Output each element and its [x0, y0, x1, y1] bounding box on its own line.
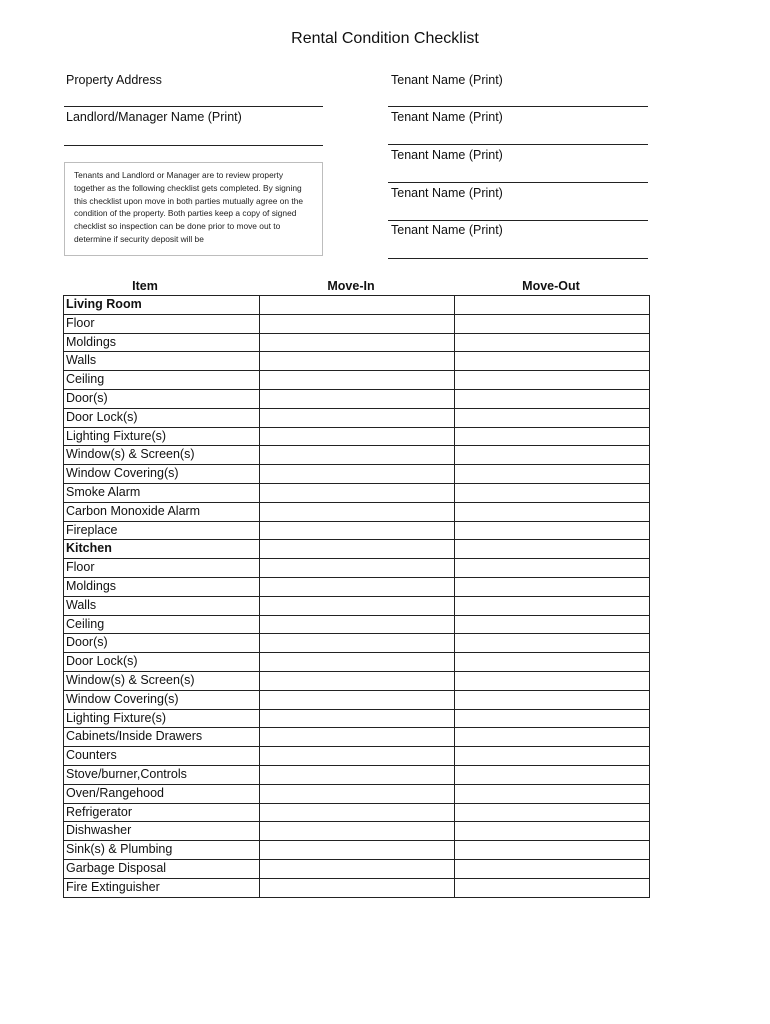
move-out-cell[interactable]	[455, 465, 650, 484]
item-label: Counters	[64, 747, 260, 766]
item-label: Moldings	[64, 577, 260, 596]
table-row	[64, 841, 650, 860]
move-in-cell[interactable]	[260, 446, 455, 465]
item-label: Lighting Fixture(s)	[64, 709, 260, 728]
item-label: Window(s) & Screen(s)	[64, 446, 260, 465]
move-out-cell[interactable]	[455, 389, 650, 408]
table-row	[64, 671, 650, 690]
table-row	[64, 690, 650, 709]
item-label: Window Covering(s)	[64, 690, 260, 709]
table-row	[64, 653, 650, 672]
move-out-cell[interactable]	[455, 446, 650, 465]
move-in-cell[interactable]	[260, 841, 455, 860]
tenant-name-line-2[interactable]	[388, 144, 648, 145]
tenant-name-label-4: Tenant Name (Print)	[391, 186, 503, 200]
move-out-cell[interactable]	[455, 296, 650, 315]
item-label: Fireplace	[64, 521, 260, 540]
move-out-cell[interactable]	[455, 634, 650, 653]
table-row	[64, 389, 650, 408]
move-in-cell[interactable]	[260, 615, 455, 634]
table-row	[64, 408, 650, 427]
item-label: Stove/burner,Controls	[64, 765, 260, 784]
item-label: Window(s) & Screen(s)	[64, 671, 260, 690]
section-heading: Kitchen	[64, 540, 260, 559]
table-row	[64, 502, 650, 521]
move-in-cell[interactable]	[260, 822, 455, 841]
move-in-cell[interactable]	[260, 314, 455, 333]
move-in-cell[interactable]	[260, 878, 455, 897]
move-in-cell[interactable]	[260, 634, 455, 653]
move-in-cell[interactable]	[260, 559, 455, 578]
table-row	[64, 483, 650, 502]
item-label: Door(s)	[64, 389, 260, 408]
table-row	[64, 577, 650, 596]
table-row	[64, 747, 650, 766]
move-out-cell[interactable]	[455, 859, 650, 878]
item-label: Door Lock(s)	[64, 653, 260, 672]
move-out-cell[interactable]	[455, 333, 650, 352]
table-row	[64, 784, 650, 803]
table-row	[64, 803, 650, 822]
item-label: Carbon Monoxide Alarm	[64, 502, 260, 521]
tenant-name-label-1: Tenant Name (Print)	[391, 73, 503, 87]
move-out-cell[interactable]	[455, 747, 650, 766]
table-row	[64, 615, 650, 634]
move-out-cell[interactable]	[455, 408, 650, 427]
table-row	[64, 521, 650, 540]
item-label: Cabinets/Inside Drawers	[64, 728, 260, 747]
move-out-cell[interactable]	[455, 540, 650, 559]
item-label: Fire Extinguisher	[64, 878, 260, 897]
item-label: Walls	[64, 352, 260, 371]
property-address-line[interactable]	[64, 106, 323, 107]
move-out-cell[interactable]	[455, 878, 650, 897]
item-label: Garbage Disposal	[64, 859, 260, 878]
table-row	[64, 371, 650, 390]
table-row	[64, 446, 650, 465]
move-in-cell[interactable]	[260, 483, 455, 502]
move-out-cell[interactable]	[455, 803, 650, 822]
tenant-name-label-3: Tenant Name (Print)	[391, 148, 503, 162]
move-in-cell[interactable]	[260, 690, 455, 709]
item-label: Door(s)	[64, 634, 260, 653]
table-row	[64, 352, 650, 371]
tenant-name-line-5[interactable]	[388, 258, 648, 259]
move-in-cell[interactable]	[260, 577, 455, 596]
move-out-cell[interactable]	[455, 765, 650, 784]
move-in-cell[interactable]	[260, 296, 455, 315]
move-out-cell[interactable]	[455, 596, 650, 615]
move-out-cell[interactable]	[455, 314, 650, 333]
move-out-cell[interactable]	[455, 502, 650, 521]
instructions-box: Tenants and Landlord or Manager are to review property together as the following checklist gets completed. By signing this checklist upon move in both parties mutually agree on the condition of the property. Both parties keep a copy of signed checklist so inspection can be done prior to move out to determine if security deposit will be	[64, 162, 323, 256]
tenant-name-line-4[interactable]	[388, 220, 648, 221]
tenant-name-label-5: Tenant Name (Print)	[391, 223, 503, 237]
item-label: Floor	[64, 559, 260, 578]
move-out-cell[interactable]	[455, 483, 650, 502]
item-label: Refrigerator	[64, 803, 260, 822]
move-in-cell[interactable]	[260, 333, 455, 352]
move-in-cell[interactable]	[260, 653, 455, 672]
item-label: Walls	[64, 596, 260, 615]
table-row	[64, 333, 650, 352]
move-out-cell[interactable]	[455, 671, 650, 690]
move-in-cell[interactable]	[260, 671, 455, 690]
move-out-cell[interactable]	[455, 728, 650, 747]
move-out-cell[interactable]	[455, 784, 650, 803]
item-label: Floor	[64, 314, 260, 333]
item-label: Ceiling	[64, 615, 260, 634]
move-out-cell[interactable]	[455, 690, 650, 709]
table-row	[64, 465, 650, 484]
move-in-cell[interactable]	[260, 784, 455, 803]
item-label: Sink(s) & Plumbing	[64, 841, 260, 860]
move-in-cell[interactable]	[260, 521, 455, 540]
table-row	[64, 634, 650, 653]
section-row	[64, 540, 650, 559]
landlord-name-label: Landlord/Manager Name (Print)	[66, 110, 242, 124]
move-out-cell[interactable]	[455, 653, 650, 672]
column-header-move-out: Move-Out	[522, 279, 580, 293]
move-out-cell[interactable]	[455, 559, 650, 578]
item-label: Oven/Rangehood	[64, 784, 260, 803]
move-in-cell[interactable]	[260, 596, 455, 615]
move-out-cell[interactable]	[455, 521, 650, 540]
table-row	[64, 859, 650, 878]
table-row	[64, 822, 650, 841]
item-label: Smoke Alarm	[64, 483, 260, 502]
column-header-move-in: Move-In	[327, 279, 375, 293]
landlord-name-line[interactable]	[64, 145, 323, 146]
move-out-cell[interactable]	[455, 352, 650, 371]
table-row	[64, 427, 650, 446]
move-in-cell[interactable]	[260, 502, 455, 521]
table-row	[64, 878, 650, 897]
item-label: Ceiling	[64, 371, 260, 390]
move-out-cell[interactable]	[455, 371, 650, 390]
move-in-cell[interactable]	[260, 709, 455, 728]
move-in-cell[interactable]	[260, 747, 455, 766]
item-label: Door Lock(s)	[64, 408, 260, 427]
move-in-cell[interactable]	[260, 540, 455, 559]
item-label: Window Covering(s)	[64, 465, 260, 484]
page-title: Rental Condition Checklist	[291, 30, 479, 47]
table-row	[64, 728, 650, 747]
column-header-item: Item	[132, 279, 158, 293]
table-row	[64, 709, 650, 728]
move-in-cell[interactable]	[260, 765, 455, 784]
table-row	[64, 314, 650, 333]
section-row	[64, 296, 650, 315]
table-row	[64, 765, 650, 784]
move-in-cell[interactable]	[260, 859, 455, 878]
tenant-name-label-2: Tenant Name (Print)	[391, 110, 503, 124]
tenant-name-line-1[interactable]	[388, 106, 648, 107]
table-row	[64, 559, 650, 578]
move-out-cell[interactable]	[455, 709, 650, 728]
move-in-cell[interactable]	[260, 352, 455, 371]
move-out-cell[interactable]	[455, 577, 650, 596]
move-in-cell[interactable]	[260, 408, 455, 427]
property-address-label: Property Address	[66, 73, 162, 87]
section-heading: Living Room	[64, 296, 260, 315]
item-label: Lighting Fixture(s)	[64, 427, 260, 446]
item-label: Moldings	[64, 333, 260, 352]
checklist-table	[63, 295, 650, 898]
move-out-cell[interactable]	[455, 615, 650, 634]
move-in-cell[interactable]	[260, 371, 455, 390]
item-label: Dishwasher	[64, 822, 260, 841]
move-out-cell[interactable]	[455, 841, 650, 860]
move-in-cell[interactable]	[260, 728, 455, 747]
move-in-cell[interactable]	[260, 427, 455, 446]
move-in-cell[interactable]	[260, 389, 455, 408]
move-out-cell[interactable]	[455, 427, 650, 446]
move-out-cell[interactable]	[455, 822, 650, 841]
move-in-cell[interactable]	[260, 803, 455, 822]
table-row	[64, 596, 650, 615]
tenant-name-line-3[interactable]	[388, 182, 648, 183]
move-in-cell[interactable]	[260, 465, 455, 484]
